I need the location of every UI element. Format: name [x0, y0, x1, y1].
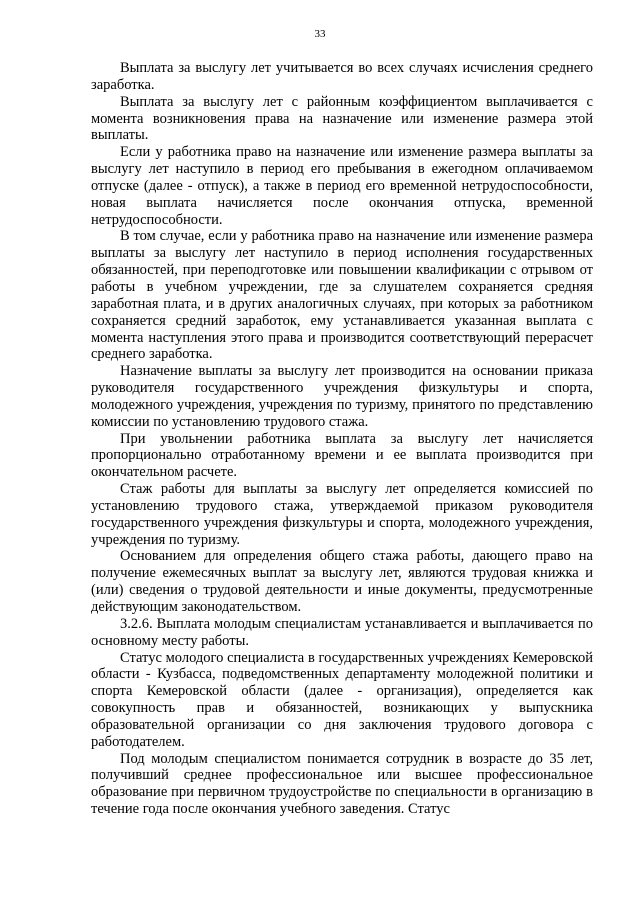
paragraph: В том случае, если у работника право на назначение или изменение размера выплаты за выслугу лет наступило в период исполнения государственных обязанностей, при переподготовке или повышении квалификации с отрывом от работы в учебном учреждении, где за слушателем сохраняется средняя заработная плата, и в других аналогичных случаях, при которых за работником сохраняется средний заработок, ему устанавливается указанная выплата с момента наступления этого права и производится соответствующий перерасчет среднего заработка. [91, 228, 593, 363]
paragraph: Выплата за выслугу лет учитывается во всех случаях исчисления среднего заработка. [91, 60, 593, 93]
page-number: 33 [314, 28, 326, 40]
paragraph: При увольнении работника выплата за выслугу лет начисляется пропорционально отработанному времени и ее выплата производится при окончательном расчете. [91, 430, 593, 481]
paragraph: Под молодым специалистом понимается сотрудник в возрасте до 35 лет, получивший среднее профессиональное или высшее профессиональное образование при первичном трудоустройстве по специальности в организацию в течение года после окончания учебного заведения. Статус [91, 750, 593, 818]
paragraph: Основанием для определения общего стажа работы, дающего право на получение ежемесячных выплат за выслугу лет, являются трудовая книжка и (или) сведения о трудовой деятельности и иные документы, предусмотренные действующим законодательством. [91, 548, 593, 615]
paragraph: Выплата за выслугу лет с районным коэффициентом выплачивается с момента возникновения права на назначение или изменение размера этой выплаты. [91, 93, 593, 144]
paragraph: Если у работника право на назначение или изменение размера выплаты за выслугу лет наступило в период его пребывания в ежегодном оплачиваемом отпуске (далее - отпуск), а также в период его временной нетрудоспособности, новая выплата начисляется после окончания отпуска, временной нетрудоспособности. [91, 144, 593, 228]
document-body [91, 60, 593, 818]
paragraph: Стаж работы для выплаты за выслугу лет определяется комиссией по установлению трудового стажа, утверждаемой приказом руководителя государственного учреждения физкультуры и спорта, молодежного учреждения, учреждения по туризму. [91, 481, 593, 548]
paragraph: Назначение выплаты за выслугу лет производится на основании приказа руководителя государственного учреждения физкультуры и спорта, молодежного учреждения, учреждения по туризму, принятого по представлению комиссии по установлению трудового стажа. [91, 363, 593, 430]
paragraph: Статус молодого специалиста в государственных учреждениях Кемеровской области - Кузбасса, подведомственных департаменту молодежной политики и спорта Кемеровской области (далее - организация), определяется как совокупность прав и обязанностей, возникающих у выпускника образовательной организации со дня заключения трудового договора с работодателем. [91, 649, 593, 750]
section-paragraph: 3.2.6. Выплата молодым специалистам устанавливается и выплачивается по основному месту работы. [91, 615, 593, 649]
